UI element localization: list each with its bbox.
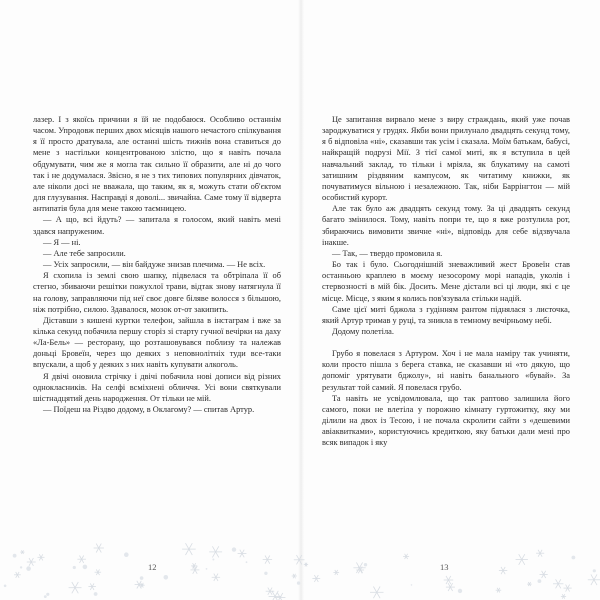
- right-page-text: [322, 114, 570, 449]
- paragraph: — Але тебе запросили.: [43, 248, 126, 258]
- paragraph: Це запитання вирвало мене з виру страждань, який уже почав зароджуватися у грудях. Якби вони прилунало двадцять секунд тому, я б відповіла «ні», сказавши так усім і сказала. Моїм батькам, бабусі, найкращій подрузі Мії. З тієї самої миті, як я вступила в цей навчальний заклад, то тільки і мріяла, як блукатиму на самоті затишним різдвяним кампусом, як читатиму книжки, як почуватимуся вільною і незалежною. Так, ніби Баррінгтон — мій особистий курорт.: [322, 115, 570, 203]
- page-number-right: 13: [440, 562, 449, 572]
- page-number-left: 12: [148, 562, 157, 572]
- paragraph: — Я — ні.: [43, 237, 81, 247]
- paragraph: — Усіх запросили, — він байдуже знизав плечима. — Не всіх.: [43, 260, 266, 270]
- paragraph: Бо так і було. Сьогоднішній зневажливий жест Бровеїн став останньою краплею в моєму незосорому морі нападів, уколів і стервозності в мій бік. Досить. Мене дістали всі ці люди, які є це місце. Місце, з яким я колись пов'язувала стільки надій.: [322, 260, 570, 303]
- paragraph: Та навіть не усвідомлювала, що так раптово залишила його самого, поки не влетіла у порожню кімнату гуртожитку, яку ми ділили на двох із Тесою, і не почала скролити сайти з «дешевими авіаквитками», користуючись кредиткою, яку батьки дали мені про всяк випадок і яку: [322, 393, 570, 448]
- book-gutter: [298, 0, 304, 600]
- paragraph: Але так було аж двадцять секунд тому. За ці двадцять секунд багато змінилося. Тому, навіть попри те, що я вже розтулила рот, збираючись вимовити звичне «ні», відповідь для себе відзвучала інакше.: [322, 204, 570, 247]
- paragraph: Діставши з кишені куртки телефон, зайшла в інстаграм і вже за кілька секунд побачила першу сторіз зі старту гучної вечірки на даху «Ла-Бель» — ресторану, що розташовувався поблизу та належав доньці Бровеїн, через що деяких з неповнолітніх туди все-таки впускали, а щоб у деяких з них навіть купувати алкоголь.: [33, 315, 281, 370]
- paragraph: — Поїдеш на Різдво додому, в Оклагому? — спитав Артур.: [43, 405, 255, 415]
- paragraph: лазер. І з якоїсь причини я їй не подобаюся. Особливо останнім часом. Упродовж перших двох місяців нашого нечастого спілкування я її просто дратувала, але останні шість тижнів вона ставиться до мене з настільки концентрованою злістю, що я навіть почала обдумувати, чим же я могла так сильно її образити, але ні до чого так і не додумалася. Звісно, я не з тих типових популярних дівчаток, але ніколи досі не вважала, що таким, як я, можуть стати об'єктом для глузування. Насправді я доволі... звичайна. Саме тому її відверта антипатія була для мене такою таємницею.: [33, 115, 281, 214]
- left-page-text: [33, 114, 281, 415]
- paragraph: — Так, — твердо промовила я.: [332, 248, 443, 258]
- paragraph: Саме цієї миті бджола з гудінням рантом піднялася з листочка, який Артур тримав у руці, та зникла в темному вечірньому небі.: [322, 304, 570, 325]
- paragraph: Я двічі оновила стрічку і двічі побачила нові дописи від різних однокласників. На селфі всміхнені обличчя. Усі вони святкували шістнадцятий день народження. От тільки не мій.: [33, 371, 281, 403]
- paragraph: Я схопила із землі свою шапку, підвелася та обтріпала її об стегно, збиваючи решітки пожухлої трави, відтак знову натягнула її на голову, заправляючи під неї своє довге біляве волосся з більшою, ніж потрібно, силою. Здавалося, мозок от-от закипить.: [33, 271, 281, 314]
- paragraph: Додому полетіла.: [332, 326, 394, 336]
- paragraph: Грубо я повелася з Артуром. Хоч і не мала наміру так учиняти, коли просто пішла з берега ставка, не сказавши ні «то дякую, що допоміг урятувати бджолу», ні навіть банального «бувай». За результат той самий. Я повелася грубо.: [322, 349, 570, 392]
- paragraph: — А що, всі йдуть? — запитала я голосом, який навіть мені здався напруженим.: [33, 215, 281, 236]
